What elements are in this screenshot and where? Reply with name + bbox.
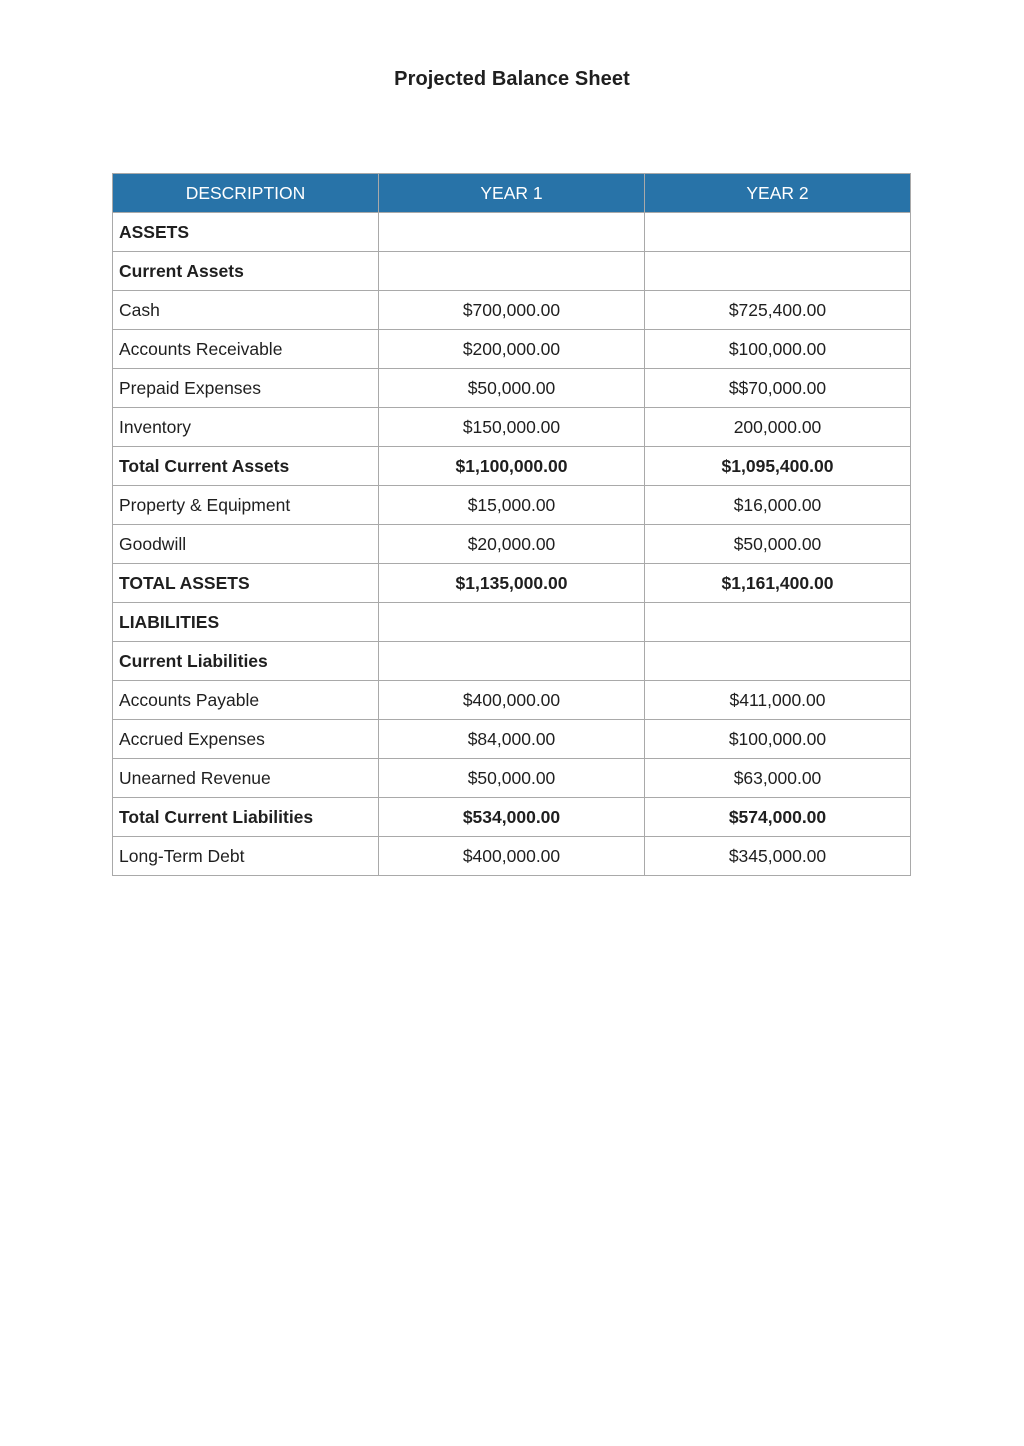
row-description-cell: LIABILITIES	[113, 603, 379, 642]
row-year-1-cell: $15,000.00	[379, 486, 645, 525]
row-year-2-cell: $$70,000.00	[645, 369, 911, 408]
table-row	[113, 486, 911, 525]
row-year-2-cell: $63,000.00	[645, 759, 911, 798]
table-row	[113, 291, 911, 330]
row-year-2-cell	[645, 252, 911, 291]
row-year-1-cell: $84,000.00	[379, 720, 645, 759]
row-year-1-cell: $200,000.00	[379, 330, 645, 369]
row-year-1-cell	[379, 213, 645, 252]
row-description-cell: Total Current Assets	[113, 447, 379, 486]
row-description-cell: TOTAL ASSETS	[113, 564, 379, 603]
row-year-1-cell	[379, 603, 645, 642]
row-description-cell: Property & Equipment	[113, 486, 379, 525]
table-row	[113, 642, 911, 681]
table-row	[113, 603, 911, 642]
row-year-2-cell	[645, 213, 911, 252]
balance-sheet-table	[112, 173, 911, 876]
row-year-2-cell: $100,000.00	[645, 330, 911, 369]
row-year-2-cell: $1,095,400.00	[645, 447, 911, 486]
row-year-2-cell	[645, 642, 911, 681]
table-row	[113, 447, 911, 486]
table-row	[113, 408, 911, 447]
row-description-cell: Unearned Revenue	[113, 759, 379, 798]
table-row	[113, 798, 911, 837]
row-year-1-cell: $400,000.00	[379, 681, 645, 720]
row-description-cell: Accrued Expenses	[113, 720, 379, 759]
row-description-cell: Long-Term Debt	[113, 837, 379, 876]
row-description-cell: Total Current Liabilities	[113, 798, 379, 837]
row-year-2-cell: $1,161,400.00	[645, 564, 911, 603]
row-year-1-cell: $150,000.00	[379, 408, 645, 447]
row-year-1-cell: $400,000.00	[379, 837, 645, 876]
row-year-2-cell: $100,000.00	[645, 720, 911, 759]
row-year-2-cell: $574,000.00	[645, 798, 911, 837]
row-year-2-cell: $725,400.00	[645, 291, 911, 330]
row-description-cell: Inventory	[113, 408, 379, 447]
table-row	[113, 369, 911, 408]
row-year-2-cell: $411,000.00	[645, 681, 911, 720]
row-description-cell: Current Liabilities	[113, 642, 379, 681]
page-title: Projected Balance Sheet	[394, 68, 630, 90]
table-header-row	[113, 174, 911, 213]
table-row	[113, 837, 911, 876]
row-year-2-cell: $345,000.00	[645, 837, 911, 876]
table-row	[113, 681, 911, 720]
row-year-1-cell: $50,000.00	[379, 759, 645, 798]
row-description-cell: ASSETS	[113, 213, 379, 252]
column-header-description: DESCRIPTION	[113, 174, 379, 213]
table-row	[113, 525, 911, 564]
row-description-cell: Current Assets	[113, 252, 379, 291]
row-year-1-cell: $20,000.00	[379, 525, 645, 564]
row-year-2-cell: $50,000.00	[645, 525, 911, 564]
column-header-year-1: YEAR 1	[379, 174, 645, 213]
table-row	[113, 252, 911, 291]
row-year-2-cell: $16,000.00	[645, 486, 911, 525]
row-year-2-cell: 200,000.00	[645, 408, 911, 447]
row-year-1-cell: $700,000.00	[379, 291, 645, 330]
column-header-year-2: YEAR 2	[645, 174, 911, 213]
table-row	[113, 720, 911, 759]
row-year-1-cell: $1,135,000.00	[379, 564, 645, 603]
row-year-1-cell: $1,100,000.00	[379, 447, 645, 486]
row-description-cell: Accounts Payable	[113, 681, 379, 720]
row-year-2-cell	[645, 603, 911, 642]
row-year-1-cell: $50,000.00	[379, 369, 645, 408]
row-description-cell: Prepaid Expenses	[113, 369, 379, 408]
table-row	[113, 213, 911, 252]
row-description-cell: Goodwill	[113, 525, 379, 564]
table-row	[113, 564, 911, 603]
table-row	[113, 330, 911, 369]
row-year-1-cell	[379, 642, 645, 681]
row-description-cell: Cash	[113, 291, 379, 330]
row-year-1-cell: $534,000.00	[379, 798, 645, 837]
row-description-cell: Accounts Receivable	[113, 330, 379, 369]
table-row	[113, 759, 911, 798]
row-year-1-cell	[379, 252, 645, 291]
